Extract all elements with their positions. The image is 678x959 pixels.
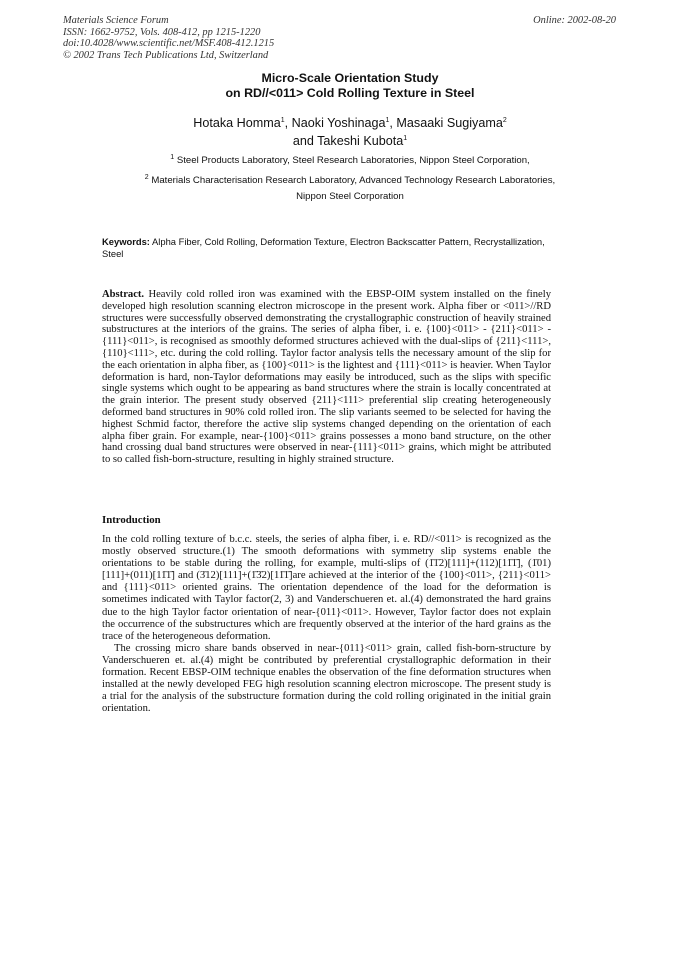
issn-line: ISSN: 1662-9752, Vols. 408-412, pp 1215-1220 <box>63 26 261 38</box>
author-name: Masaaki Sugiyama <box>396 116 503 131</box>
intro-paragraph-2: The crossing micro share bands observed in near-{011}<011> grain, called fish-born-structure by Vanderschueren et. al.(4) might be contributed by preferential crystallographic deformation in their formation. Recent EBSP-OIM technique enables the observation of the fine deformation structures when installed at the newly developed FEG high resolution scanning electron microscope. The present study is a trial for the analysis of the substructure formation during the cold rolling originated in the initial grain orientation. <box>102 642 551 715</box>
affil-mark: 1 <box>170 154 175 161</box>
affiliation-2-cont: Nippon Steel Corporation <box>296 191 404 203</box>
keywords-text: Alpha Fiber, Cold Rolling, Deformation Texture, Electron Backscatter Pattern, Recrystallization, Steel <box>102 236 545 260</box>
author-affil-mark: 2 <box>502 117 507 124</box>
doi-line: doi:10.4028/www.scientific.net/MSF.408-412.1215 <box>63 38 275 50</box>
affiliation-text: Materials Characterisation Research Laboratory, Advanced Technology Research Laboratories, <box>151 174 556 186</box>
intro-paragraph-1: In the cold rolling texture of b.c.c. steels, the series of alpha fiber, i. e. RD//<011> is recognized as the mostly observed structure.(1) The smooth deformations with symmetry slip systems enable the orientations to be stable during the rolling, for example, multi-slips of (1̄1̄2)[111]+(112)[11̄1̄], (1̄01)[111]+(011)[11̄1̄] and (3̄12)[111]+(1̄3̄2)[11̄1̄]are achieved at the interior of the {100}<011>, {211}<011> and {111}<011> oriented grains. The orientation dependence of the load for the deformation is sometimes indicated with Taylor factor(2, 3) and Vanderschueren et. al.(4) demonstrated the hard grains due to the high Taylor factor orientation of near-{011}<011>. However, Taylor factor does not explain the occurrence of the substructures which are frequently observed at the interior of the hard grains as the trace of the heterogeneous deformation. <box>102 534 551 642</box>
author-affil-mark: 1 <box>403 135 408 143</box>
title-line-1: Micro-Scale Orientation Study <box>261 71 439 85</box>
author-name: Takeshi Kubota <box>317 134 404 149</box>
author-affil-mark: 1 <box>280 117 285 124</box>
keywords-label: Keywords: <box>102 236 150 247</box>
abstract-label: Abstract. <box>102 289 145 300</box>
author-name: Hotaka Homma <box>193 116 281 131</box>
affiliation-text: Steel Products Laboratory, Steel Research Laboratories, Nippon Steel Corporation, <box>176 155 530 167</box>
journal-header <box>63 15 274 61</box>
keywords <box>102 236 552 261</box>
online-date: Online: 2002-08-20 <box>533 15 616 26</box>
author-list: Hotaka Homma$^1$, Naoki Yoshinaga$^1$, Masaaki Sugiyama$^2$ and Takeshi Kubota$^1$ <box>193 116 507 149</box>
introduction-body <box>102 534 551 715</box>
abstract-text: Heavily cold rolled iron was examined with the EBSP-OIM system installed on the finely developed high resolution scanning electron microscope in the present work. Alpha fiber or <011>//RD structures were successfully observed demonstrating the crystallographic construction of heavily strained substructures at the interiors of the grains. The series of alpha fiber, i. e. {100}<011> - {211}<011> - {111}<011>, is recognised as smoothly deformed structures achieved with the dual-slips of {211}<111>, {110}<111>, etc. during the cold rolling. Taylor factor analysis tells the necessary amount of the slip for the each orientation in alpha fiber, as {100}<011> is the lightest and {111}<011> is heavier. When Taylor deformation is hard, non-Taylor deformations may easily be introduced, such as the slips with specific single systems which ought to be appearing as band structures where the strain is locally concentrated at the grain interior. The present study observed {211}<111> preferential slip creating heterogeneously deformed band structures in 90% cold rolled iron. The slip variants seemed to be selected for having the highest Schmid factor, therefore the active slip systems changed depending on the orientation of each alpha fiber grain. For example, near-{100}<011> grains possesses a mono band structure, on the other hand crossing dual band structures were observed in near-{111}<011> grains, which might be attributed to so called fish-born-structure, resulting in highly strained structure. <box>102 289 551 466</box>
journal-name: Materials Science Forum <box>63 15 169 26</box>
affiliation-1 <box>80 150 620 170</box>
title-line-2: on RD//<011> Cold Rolling Texture in Steel <box>225 85 475 100</box>
affiliation-2 <box>80 170 620 190</box>
introduction-heading: Introduction <box>102 514 161 526</box>
author-name: Naoki Yoshinaga <box>291 116 386 131</box>
author-conjunction: and <box>292 134 318 149</box>
copyright-line: © 2002 Trans Tech Publications Ltd, Switzerland <box>63 49 269 61</box>
paper-title <box>90 71 610 100</box>
affil-mark: 2 <box>144 173 149 181</box>
abstract <box>102 289 551 466</box>
affiliations <box>80 150 620 206</box>
author-affil-mark: 1 <box>385 117 390 124</box>
